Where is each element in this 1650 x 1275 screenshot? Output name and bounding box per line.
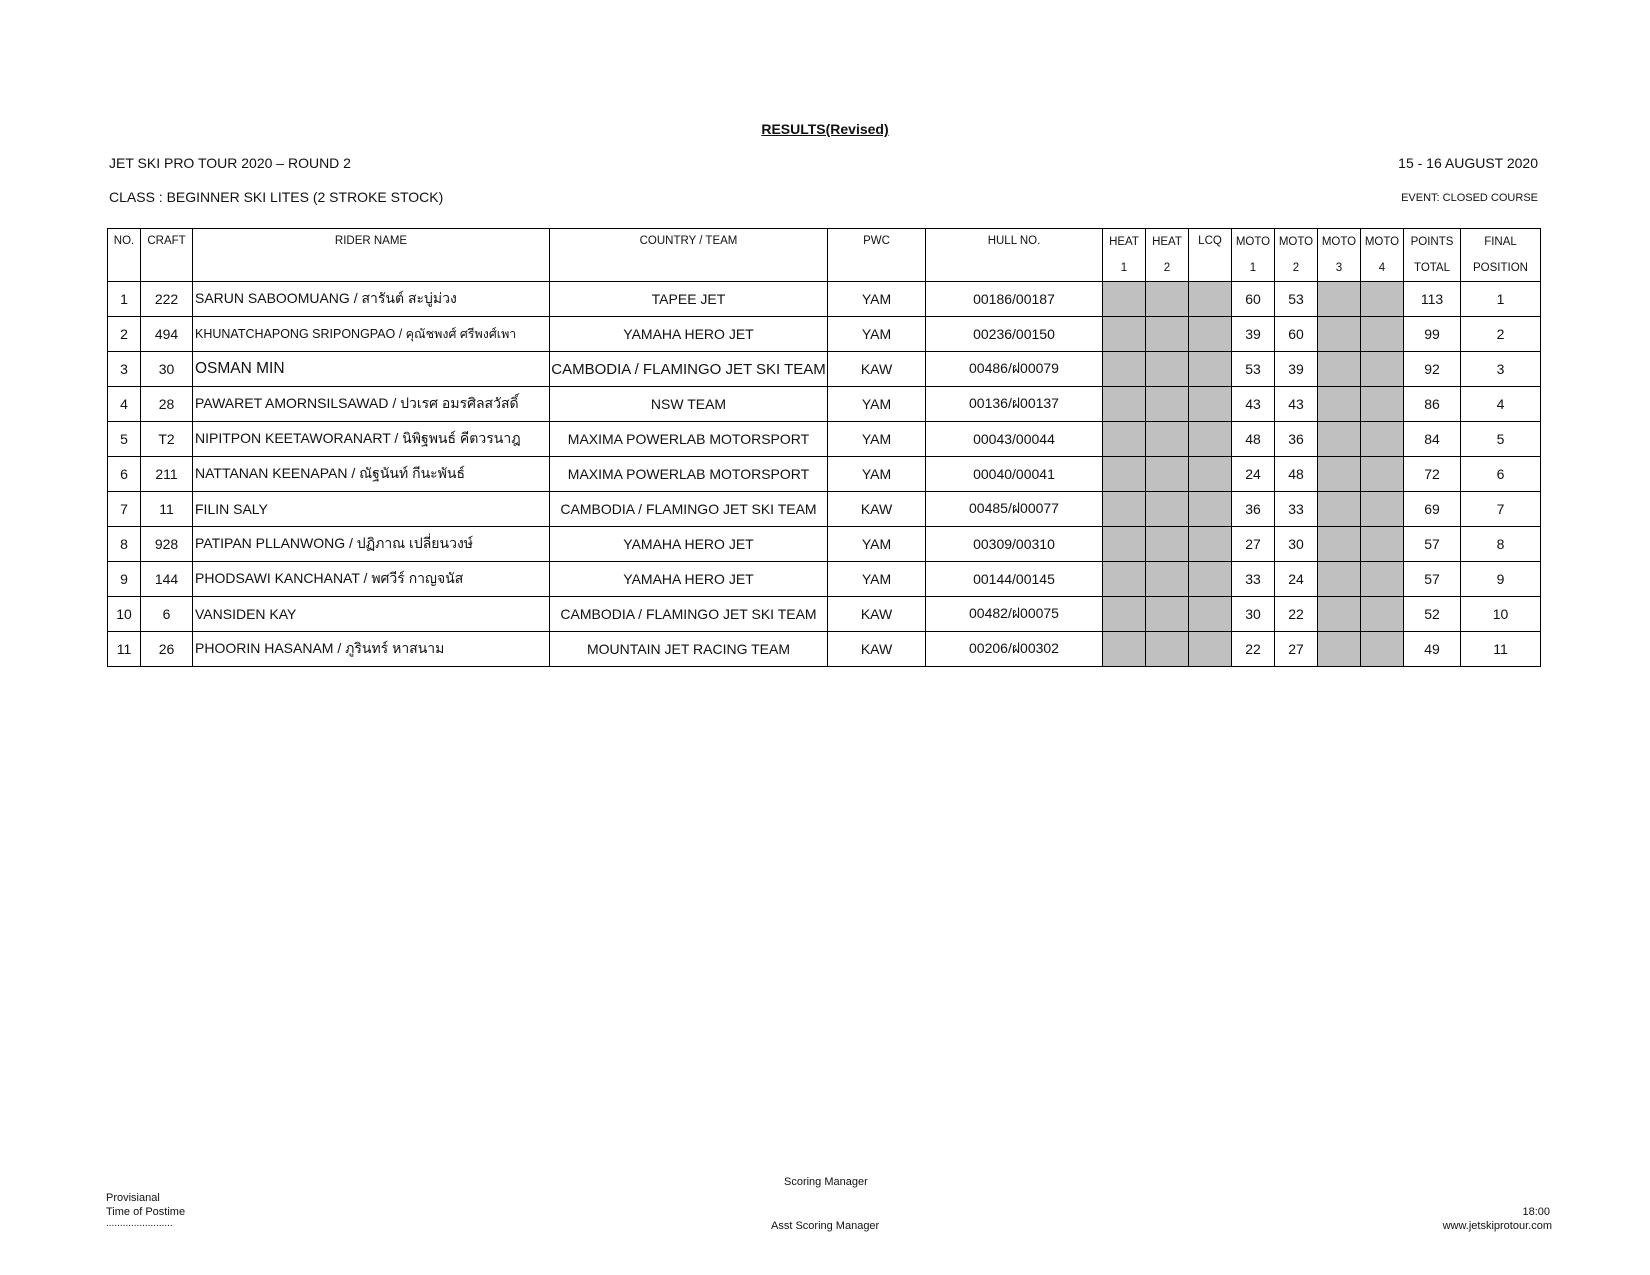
cell-team: CAMBODIA / FLAMINGO JET SKI TEAM: [550, 597, 828, 632]
cell-final: 4: [1461, 387, 1541, 422]
cell-moto3-empty: [1318, 562, 1361, 597]
cell-moto1: 43: [1232, 387, 1275, 422]
cell-team: MAXIMA POWERLAB MOTORSPORT: [550, 422, 828, 457]
cell-moto1: 27: [1232, 527, 1275, 562]
cell-no: 3: [108, 352, 141, 387]
col-header-craft: CRAFT: [141, 229, 193, 282]
cell-rider: FILIN SALY: [193, 492, 550, 527]
cell-heat2-empty: [1146, 387, 1189, 422]
cell-no: 11: [108, 632, 141, 667]
cell-moto3-empty: [1318, 492, 1361, 527]
cell-moto4-empty: [1361, 597, 1404, 632]
col-header-heat1: HEAT: [1103, 229, 1146, 256]
cell-points: 113: [1404, 282, 1461, 317]
col-header-points-total: TOTAL: [1404, 255, 1461, 282]
cell-moto2: 48: [1275, 457, 1318, 492]
cell-moto3-empty: [1318, 352, 1361, 387]
cell-rider: PATIPAN PLLANWONG / ปฏิภาณ เปลี่ยนวงษ์: [193, 527, 550, 562]
provisional-label: Provisianal: [106, 1192, 160, 1204]
col-header-moto1-num: 1: [1232, 255, 1275, 282]
col-header-no: NO.: [108, 229, 141, 282]
cell-lcq-empty: [1189, 422, 1232, 457]
cell-moto1: 60: [1232, 282, 1275, 317]
cell-points: 92: [1404, 352, 1461, 387]
cell-rider: SARUN SABOOMUANG / สารันต์ สะบู่ม่วง: [193, 282, 550, 317]
cell-heat2-empty: [1146, 632, 1189, 667]
cell-hull: 00486/ฝ00079: [926, 352, 1103, 387]
cell-hull: 00206/ฝ00302: [926, 632, 1103, 667]
cell-rider: PHOORIN HASANAM / ภูรินทร์ หาสนาม: [193, 632, 550, 667]
cell-lcq-empty: [1189, 527, 1232, 562]
cell-team: NSW TEAM: [550, 387, 828, 422]
cell-craft: 11: [141, 492, 193, 527]
cell-moto4-empty: [1361, 527, 1404, 562]
col-header-points: POINTS: [1404, 229, 1461, 256]
cell-no: 2: [108, 317, 141, 352]
cell-pwc: YAM: [828, 457, 926, 492]
cell-final: 2: [1461, 317, 1541, 352]
cell-team: MOUNTAIN JET RACING TEAM: [550, 632, 828, 667]
cell-final: 5: [1461, 422, 1541, 457]
cell-lcq-empty: [1189, 352, 1232, 387]
col-header-moto4: MOTO: [1361, 229, 1404, 256]
cell-points: 57: [1404, 527, 1461, 562]
cell-final: 1: [1461, 282, 1541, 317]
cell-no: 1: [108, 282, 141, 317]
cell-lcq-empty: [1189, 492, 1232, 527]
cell-heat2-empty: [1146, 597, 1189, 632]
cell-pwc: YAM: [828, 527, 926, 562]
cell-moto4-empty: [1361, 562, 1404, 597]
cell-lcq-empty: [1189, 457, 1232, 492]
cell-heat1-empty: [1103, 422, 1146, 457]
cell-heat1-empty: [1103, 317, 1146, 352]
col-header-moto3-num: 3: [1318, 255, 1361, 282]
col-header-lcq: LCQ: [1189, 229, 1232, 282]
cell-moto4-empty: [1361, 317, 1404, 352]
cell-heat2-empty: [1146, 492, 1189, 527]
cell-hull: 00485/ฝ00077: [926, 492, 1103, 527]
col-header-heat1-num: 1: [1103, 255, 1146, 282]
cell-moto2: 53: [1275, 282, 1318, 317]
cell-moto2: 27: [1275, 632, 1318, 667]
cell-no: 5: [108, 422, 141, 457]
col-header-final-position: POSITION: [1461, 255, 1541, 282]
cell-moto4-empty: [1361, 282, 1404, 317]
cell-hull: 00482/ฝ00075: [926, 597, 1103, 632]
table-row: [108, 317, 1541, 352]
cell-moto3-empty: [1318, 422, 1361, 457]
cell-craft: 6: [141, 597, 193, 632]
cell-moto3-empty: [1318, 387, 1361, 422]
cell-pwc: KAW: [828, 492, 926, 527]
cell-craft: 494: [141, 317, 193, 352]
cell-pwc: KAW: [828, 632, 926, 667]
cell-heat1-empty: [1103, 492, 1146, 527]
cell-moto1: 36: [1232, 492, 1275, 527]
cell-heat1-empty: [1103, 597, 1146, 632]
class-name: CLASS : BEGINNER SKI LITES (2 STROKE STOCK): [109, 189, 444, 205]
cell-pwc: YAM: [828, 387, 926, 422]
asst-scoring-manager-label: Asst Scoring Manager: [771, 1220, 880, 1232]
cell-moto1: 33: [1232, 562, 1275, 597]
cell-points: 72: [1404, 457, 1461, 492]
cell-team: YAMAHA HERO JET: [550, 562, 828, 597]
cell-moto4-empty: [1361, 422, 1404, 457]
cell-moto4-empty: [1361, 492, 1404, 527]
col-header-final: FINAL: [1461, 229, 1541, 256]
cell-hull: 00144/00145: [926, 562, 1103, 597]
table-row: [108, 597, 1541, 632]
cell-final: 7: [1461, 492, 1541, 527]
col-header-moto3: MOTO: [1318, 229, 1361, 256]
cell-moto2: 22: [1275, 597, 1318, 632]
cell-no: 9: [108, 562, 141, 597]
cell-moto1: 48: [1232, 422, 1275, 457]
cell-pwc: YAM: [828, 562, 926, 597]
table-row: [108, 632, 1541, 667]
cell-moto4-empty: [1361, 387, 1404, 422]
cell-rider: NIPITPON KEETAWORANART / นิพิฐพนธ์ คีตวรนาฎ: [193, 422, 550, 457]
cell-team: YAMAHA HERO JET: [550, 527, 828, 562]
cell-craft: 26: [141, 632, 193, 667]
table-row: [108, 282, 1541, 317]
cell-moto3-empty: [1318, 632, 1361, 667]
cell-pwc: YAM: [828, 317, 926, 352]
cell-rider: PHODSAWI KANCHANAT / พศวีร์ กาญจนัส: [193, 562, 550, 597]
scoring-manager-label: Scoring Manager: [784, 1176, 868, 1188]
cell-moto4-empty: [1361, 632, 1404, 667]
cell-points: 49: [1404, 632, 1461, 667]
cell-heat1-empty: [1103, 527, 1146, 562]
cell-lcq-empty: [1189, 387, 1232, 422]
cell-moto2: 33: [1275, 492, 1318, 527]
cell-no: 8: [108, 527, 141, 562]
cell-moto2: 36: [1275, 422, 1318, 457]
cell-lcq-empty: [1189, 562, 1232, 597]
cell-rider: VANSIDEN KAY: [193, 597, 550, 632]
cell-no: 6: [108, 457, 141, 492]
cell-moto3-empty: [1318, 597, 1361, 632]
cell-hull: 00043/00044: [926, 422, 1103, 457]
cell-moto3-empty: [1318, 282, 1361, 317]
cell-moto2: 30: [1275, 527, 1318, 562]
cell-hull: 00236/00150: [926, 317, 1103, 352]
cell-points: 99: [1404, 317, 1461, 352]
cell-hull: 00186/00187: [926, 282, 1103, 317]
cell-points: 84: [1404, 422, 1461, 457]
event-date: 15 - 16 AUGUST 2020: [1398, 155, 1538, 171]
cell-moto2: 60: [1275, 317, 1318, 352]
cell-points: 52: [1404, 597, 1461, 632]
cell-moto4-empty: [1361, 457, 1404, 492]
cell-final: 9: [1461, 562, 1541, 597]
cell-team: CAMBODIA / FLAMINGO JET SKI TEAM: [550, 492, 828, 527]
cell-craft: T2: [141, 422, 193, 457]
cell-team: CAMBODIA / FLAMINGO JET SKI TEAM: [550, 352, 828, 387]
cell-lcq-empty: [1189, 597, 1232, 632]
cell-team: MAXIMA POWERLAB MOTORSPORT: [550, 457, 828, 492]
cell-craft: 928: [141, 527, 193, 562]
cell-final: 6: [1461, 457, 1541, 492]
cell-moto4-empty: [1361, 352, 1404, 387]
cell-moto1: 22: [1232, 632, 1275, 667]
col-header-team: COUNTRY / TEAM: [550, 229, 828, 282]
cell-final: 3: [1461, 352, 1541, 387]
cell-heat2-empty: [1146, 317, 1189, 352]
cell-heat1-empty: [1103, 632, 1146, 667]
cell-craft: 211: [141, 457, 193, 492]
signature-dots: ........................: [106, 1218, 173, 1229]
cell-heat2-empty: [1146, 562, 1189, 597]
cell-no: 4: [108, 387, 141, 422]
cell-hull: 00309/00310: [926, 527, 1103, 562]
cell-heat2-empty: [1146, 282, 1189, 317]
cell-no: 7: [108, 492, 141, 527]
cell-hull: 00136/ฝ00137: [926, 387, 1103, 422]
col-header-pwc: PWC: [828, 229, 926, 282]
cell-rider: KHUNATCHAPONG SRIPONGPAO / คุณัชพงศ์ ศรีพงศ์เพา: [193, 317, 550, 352]
cell-final: 11: [1461, 632, 1541, 667]
cell-craft: 144: [141, 562, 193, 597]
cell-pwc: YAM: [828, 282, 926, 317]
results-table: [107, 228, 1541, 667]
cell-lcq-empty: [1189, 282, 1232, 317]
table-row: [108, 422, 1541, 457]
cell-final: 10: [1461, 597, 1541, 632]
cell-moto1: 39: [1232, 317, 1275, 352]
cell-hull: 00040/00041: [926, 457, 1103, 492]
cell-heat1-empty: [1103, 352, 1146, 387]
cell-lcq-empty: [1189, 632, 1232, 667]
cell-craft: 30: [141, 352, 193, 387]
cell-pwc: KAW: [828, 597, 926, 632]
post-time-value: 18:00: [1522, 1206, 1550, 1218]
cell-team: TAPEE JET: [550, 282, 828, 317]
table-row: [108, 562, 1541, 597]
table-row: [108, 387, 1541, 422]
cell-moto2: 43: [1275, 387, 1318, 422]
table-row: [108, 527, 1541, 562]
cell-lcq-empty: [1189, 317, 1232, 352]
cell-heat2-empty: [1146, 352, 1189, 387]
cell-points: 86: [1404, 387, 1461, 422]
col-header-moto1: MOTO: [1232, 229, 1275, 256]
table-header: [108, 229, 1541, 282]
cell-moto1: 53: [1232, 352, 1275, 387]
cell-moto3-empty: [1318, 527, 1361, 562]
cell-heat1-empty: [1103, 387, 1146, 422]
col-header-moto2: MOTO: [1275, 229, 1318, 256]
cell-rider: PAWARET AMORNSILSAWAD / ปวเรศ อมรศิลสวัสดิ์: [193, 387, 550, 422]
cell-points: 69: [1404, 492, 1461, 527]
table-row: [108, 457, 1541, 492]
col-header-heat2-num: 2: [1146, 255, 1189, 282]
table-body: [108, 282, 1541, 667]
cell-heat2-empty: [1146, 457, 1189, 492]
table-row: [108, 492, 1541, 527]
cell-no: 10: [108, 597, 141, 632]
col-header-heat2: HEAT: [1146, 229, 1189, 256]
time-of-postime-label: Time of Postime: [106, 1206, 186, 1218]
cell-moto1: 30: [1232, 597, 1275, 632]
table-row: [108, 352, 1541, 387]
col-header-hull: HULL NO.: [926, 229, 1103, 282]
cell-craft: 28: [141, 387, 193, 422]
cell-moto2: 24: [1275, 562, 1318, 597]
cell-points: 57: [1404, 562, 1461, 597]
cell-moto2: 39: [1275, 352, 1318, 387]
event-name: JET SKI PRO TOUR 2020 – ROUND 2: [109, 155, 351, 171]
cell-heat1-empty: [1103, 562, 1146, 597]
cell-pwc: KAW: [828, 352, 926, 387]
cell-craft: 222: [141, 282, 193, 317]
col-header-moto4-num: 4: [1361, 255, 1404, 282]
cell-moto3-empty: [1318, 317, 1361, 352]
cell-moto3-empty: [1318, 457, 1361, 492]
col-header-rider: RIDER NAME: [193, 229, 550, 282]
page-title: RESULTS(Revised): [761, 121, 889, 137]
cell-heat2-empty: [1146, 422, 1189, 457]
cell-rider: OSMAN MIN: [193, 352, 550, 387]
website-text: www.jetskiprotour.com: [1442, 1220, 1552, 1232]
col-header-moto2-num: 2: [1275, 255, 1318, 282]
cell-final: 8: [1461, 527, 1541, 562]
cell-moto1: 24: [1232, 457, 1275, 492]
cell-rider: NATTANAN KEENAPAN / ณัฐนันท์ กีนะพันธ์: [193, 457, 550, 492]
cell-pwc: YAM: [828, 422, 926, 457]
cell-heat1-empty: [1103, 457, 1146, 492]
cell-heat2-empty: [1146, 527, 1189, 562]
cell-team: YAMAHA HERO JET: [550, 317, 828, 352]
event-type: EVENT: CLOSED COURSE: [1401, 192, 1538, 204]
cell-heat1-empty: [1103, 282, 1146, 317]
